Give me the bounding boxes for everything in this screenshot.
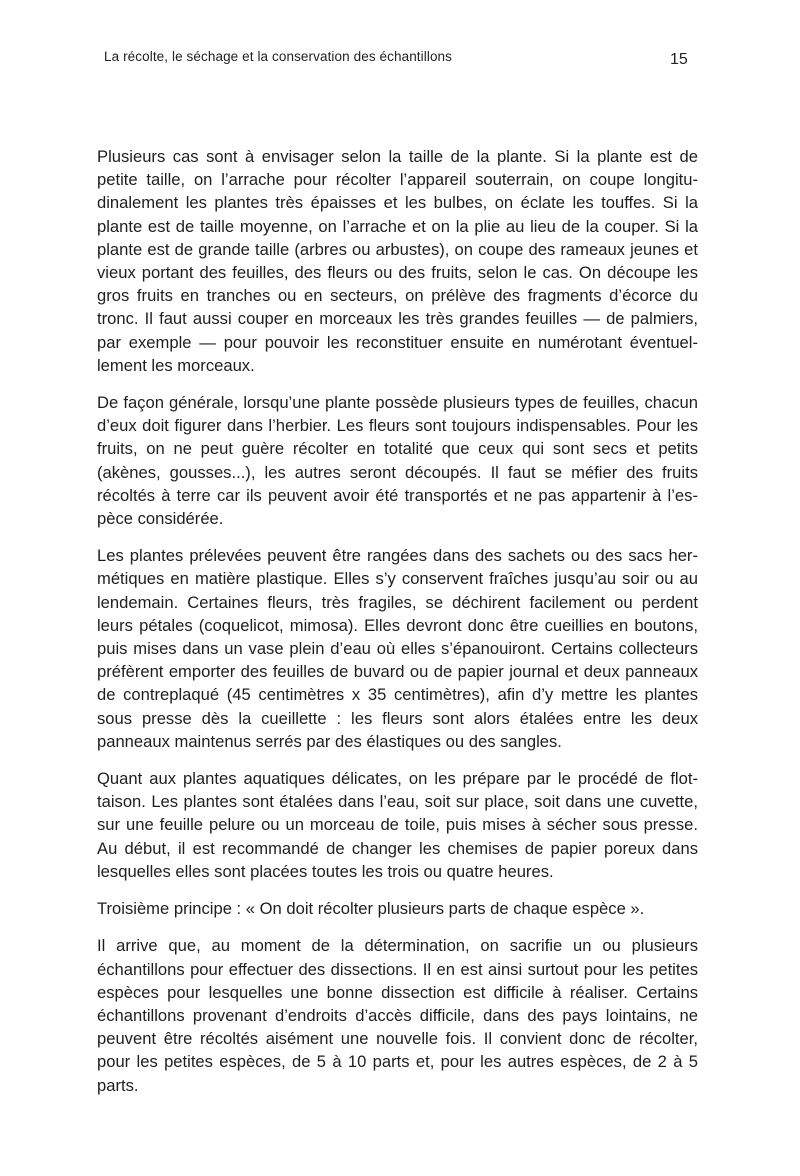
section-principle: Troisième principe : « On doit récolter plusieurs parts de chaque espèce ». (97, 899, 645, 919)
paragraph: Quant aux plantes aquatiques délicates, on les prépare par le procédé de flottaison. Les plantes sont étalées dans l’eau, soit sur place, soit dans une cuvette, sur une feuille pelure ou un morceau de toile, puis mises à sécher sous presse. Au début, il est recommandé de changer les chemises de papier poreux dans lesquelles elles sont placées toutes les trois ou quatre heures. (97, 769, 698, 881)
running-header: La récolte, le séchage et la conservation des échantillons (104, 49, 453, 64)
body-text (97, 145, 698, 1097)
paragraph: Il arrive que, au moment de la détermination, on sacrifie un ou plusieurs échantillons pour effectuer des dissections. Il en est ainsi surtout pour les petites espèces pour lesquelles une bonne dissection est difficile à réaliser. Certains échantillons provenant d’endroits d’accès difficile, dans des pays lointains, ne peuvent être récoltés aisément une nouvelle fois. Il convient donc de récolter, pour les petites espèces, de 5 à 10 parts et, pour les autres espèces, de 2 à 5 parts. (97, 936, 698, 1095)
paragraph: Plusieurs cas sont à envisager selon la taille de la plante. Si la plante est de petite taille, on l’arrache pour récolter l’appareil souterrain, on coupe longitudinalement les plantes très épaisses et les bulbes, on éclate les touffes. Si la plante est de taille moyenne, on l’arrache et on la plie au lieu de la couper. Si la plante est de grande taille (arbres ou arbustes), on coupe des rameaux jeunes et vieux portant des feuilles, des fleurs ou des fruits, selon le cas. On découpe les gros fruits en tranches ou en secteurs, on prélève des fragments d’écorce du tronc. Il faut aussi couper en morceaux les très grandes feuilles — de palmiers, par exemple — pour pouvoir les reconstituer ensuite en numérotant éventuellement les morceaux. (97, 147, 698, 375)
paragraph: De façon générale, lorsqu’une plante possède plusieurs types de feuilles, chacun d’eux doit figurer dans l’herbier. Les fleurs sont toujours indispensables. Pour les fruits, on ne peut guère récolter en totalité que ceux qui sont secs et petits (akènes, gousses...), les autres seront découpés. Il faut se méfier des fruits récoltés à terre car ils peuvent avoir été transportés et ne pas appartenir à l’espèce considérée. (97, 393, 698, 529)
paragraph: Les plantes prélevées peuvent être rangées dans des sachets ou des sacs hermétiques en matière plastique. Elles s’y conservent fraîches jusqu’au soir ou au lendemain. Certaines fleurs, très fragiles, se déchirent facilement ou perdent leurs pétales (coquelicot, mimosa). Elles devront donc être cueillies en boutons, puis mises dans un vase plein d’eau où elles s’épanouiront. Certains collecteurs préfèrent emporter des feuilles de buvard ou de papier journal et deux panneaux de contreplaqué (45 centimètres x 35 centimètres), afin d’y mettre les plantes sous presse dès la cueillette : les fleurs sont alors étalées entre les deux panneaux maintenus serrés par des élastiques ou des sangles. (97, 546, 698, 751)
page-number: 15 (670, 51, 688, 68)
